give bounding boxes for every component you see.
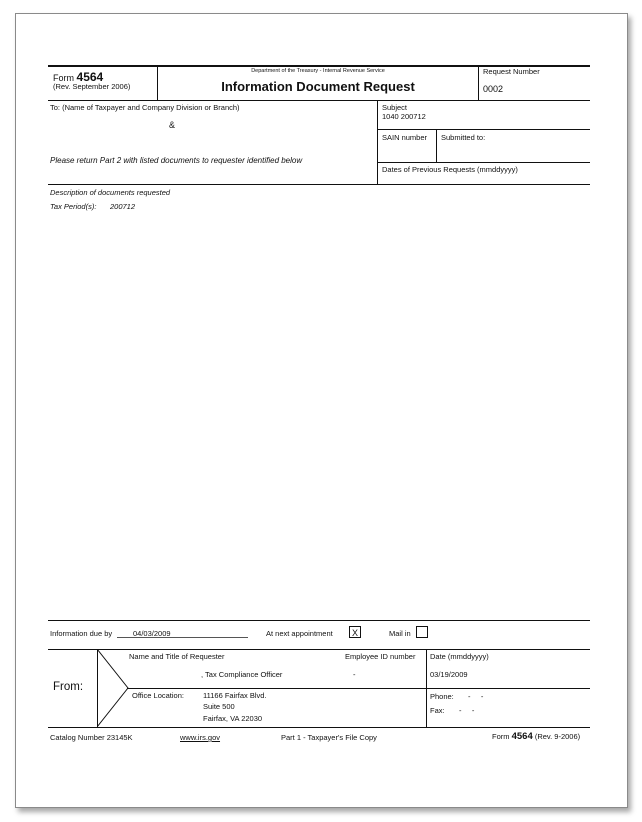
tax-period-label: Tax Period(s): [50,202,97,211]
fax-value: - - [459,706,475,715]
to-section-bottom-rule [48,184,590,185]
request-number-label: Request Number [483,67,540,76]
to-label: To: (Name of Taxpayer and Company Division or Branch) [50,103,240,112]
from-label: From: [53,681,84,693]
department-line: Department of the Treasury - Internal Revenue Service [251,68,385,74]
header-divider-right [478,65,479,101]
to-section-divider [377,100,378,184]
from-bottom-rule [48,727,590,728]
office-line-2: Suite 500 [203,702,235,711]
phone-label: Phone: [430,692,454,701]
phone-value: - - [468,692,484,701]
return-note: Please return Part 2 with listed documents to requester identified below [50,156,303,165]
from-mid-rule [127,688,590,689]
mail-in-checkbox[interactable] [416,626,428,638]
sain-bottom-rule [377,162,590,163]
from-arrow-shape [97,649,129,727]
to-value: & [169,120,176,130]
form-label: Form 4564 [53,70,104,84]
office-line-3: Fairfax, VA 22030 [203,714,263,723]
catalog-number: Catalog Number 23145K [50,733,133,742]
sain-label: SAIN number [382,133,428,142]
footer-form-id: Form 4564 (Rev. 9-2006) [492,731,581,742]
part-label: Part 1 - Taxpayer's File Copy [281,733,377,742]
sain-divider [436,129,437,162]
date-label: Date (mmddyyyy) [430,652,489,661]
name-title-label: Name and Title of Requester [129,652,225,661]
employee-id-value: - [353,670,356,679]
header-bottom-rule [48,100,590,101]
next-appointment-checkbox[interactable]: X [349,626,361,638]
employee-id-label: Employee ID number [345,652,416,661]
subject-label: Subject [382,103,408,112]
submitted-to-label: Submitted to: [441,133,486,142]
office-line-1: 11166 Fairfax Blvd. [203,691,267,700]
form-number: 4564 [76,70,104,84]
due-top-rule [48,620,590,621]
from-top-rule [48,649,590,650]
mail-in-label: Mail in [389,629,411,638]
next-appointment-label: At next appointment [266,629,333,638]
irs-website-link[interactable]: www.irs.gov [180,733,221,742]
description-label: Description of documents requested [50,188,171,197]
previous-dates-label: Dates of Previous Requests (mmddyyyy) [382,165,518,174]
date-value: 03/19/2009 [430,670,468,679]
subject-bottom-rule [377,129,590,130]
office-location-label: Office Location: [132,691,184,700]
fax-label: Fax: [430,706,445,715]
due-date: 04/03/2009 [133,629,171,638]
subject-value: 1040 200712 [382,112,426,121]
header-divider-left [157,65,158,101]
tax-period-value: 200712 [110,202,136,211]
request-number-value: 0002 [483,84,504,94]
form-revision: (Rev. September 2006) [53,82,131,91]
form-title: Information Document Request [221,79,415,94]
due-label: Information due by [50,629,113,638]
name-title-value: , Tax Compliance Officer [201,670,283,679]
